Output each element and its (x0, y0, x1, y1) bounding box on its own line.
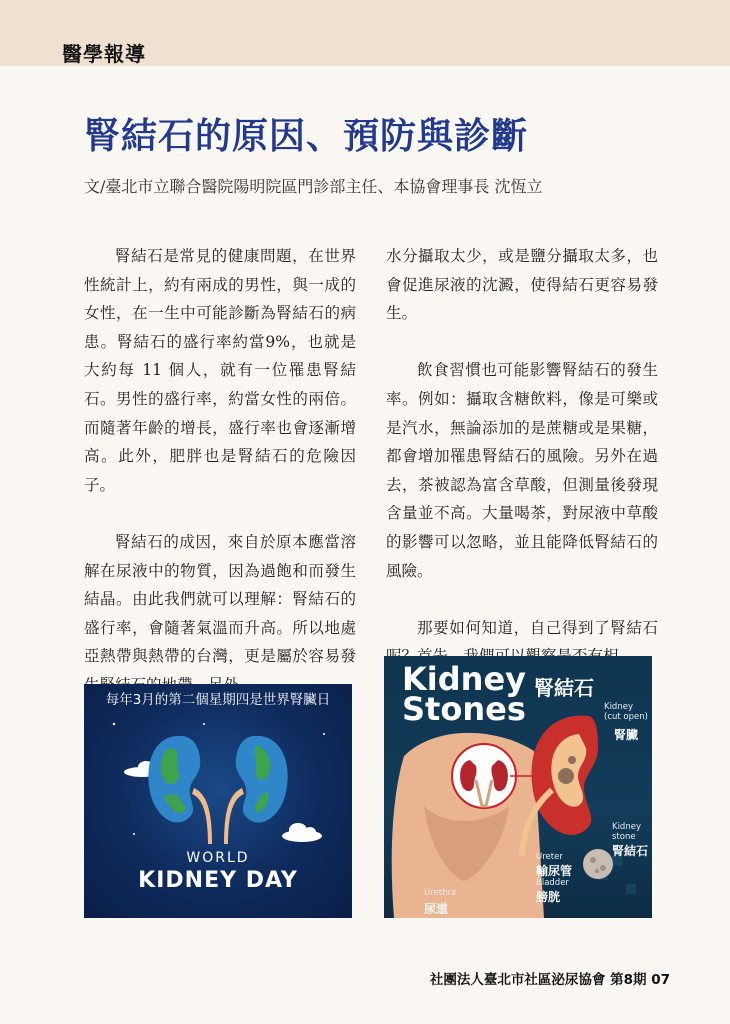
label-stone-en (612, 822, 641, 842)
paragraph: 水分攝取太少，或是鹽分攝取太多，也會促進尿液的沈澱，使得結石更容易發生。 (386, 247, 658, 323)
kidney-day-label: KIDNEY DAY (138, 868, 298, 893)
label-ureter-en: Ureter (536, 852, 563, 862)
label-ureter-zh: 輸尿管 (536, 864, 573, 878)
label-bladder-en: Bladder (536, 878, 569, 888)
label-urethra-zh: 尿道 (424, 902, 449, 916)
world-label: WORLD (186, 850, 250, 866)
kidney-stones-title (402, 660, 527, 728)
label-urethra-en: Urethra (424, 888, 457, 898)
image-caption: 每年3月的第二個星期四是世界腎臟日 (105, 692, 331, 708)
article-title: 腎結石的原因、預防與診斷 (84, 115, 529, 157)
kidney-stones-diagram (384, 656, 652, 918)
section-label: 醫學報導 (62, 42, 146, 66)
title-line-1: Kidney (402, 660, 527, 698)
label-bladder-zh: 膀胱 (536, 890, 561, 904)
label-kidney-zh: 腎臟 (614, 728, 639, 742)
label-stone-zh: 腎結石 (612, 844, 649, 858)
article-column-right (386, 242, 658, 671)
article-byline: 文/臺北市立聯合醫院陽明院區門診部主任、本協會理事長 沈恆立 (84, 177, 543, 196)
paragraph: 飲食習慣也可能影響腎結石的發生率。例如：攝取含糖飲料，像是可樂或是汽水，無論添加的是蔗糖或是果糖，都會增加罹患腎結石的風險。另外在過去，茶被認為富含草酸，但測量後發現含量並不高。大量喝茶，對尿液中草酸的影響可以忽略，並且能降低腎結石的風險。 (386, 361, 658, 580)
title-line-2: Stones (402, 690, 526, 728)
page-footer: 社團法人臺北市社區泌尿協會 第8期 07 (429, 972, 670, 988)
label-text: Kidney (604, 702, 633, 712)
label-text: (cut open) (604, 712, 648, 722)
kidney-stones-title-zh: 腎結石 (534, 676, 594, 700)
label-text: stone (612, 832, 636, 842)
article-column-left (84, 242, 356, 700)
label-kidney-en (604, 702, 648, 722)
paragraph: 腎結石是常見的健康問題，在世界性統計上，約有兩成的男性，與一成的女性，在一生中可能診斷為腎結石的病患。腎結石的盛行率約當9%，也就是大約每 11 個人，就有一位罹患腎結石。男性的盛行率，約當女性的兩倍。而隨著年齡的增長，盛行率也會逐漸增高。此外，肥胖也是腎結石的危險因子。 (84, 247, 356, 494)
paragraph: 那要如何知道，自己得到了腎結石 (417, 618, 658, 637)
label-text: Kidney (612, 822, 641, 832)
paragraph: 腎結石的成因，來自於原本應當溶解在尿液中的物質，因為過飽和而發生結晶。由此我們就可以理解：腎結石的盛行率，會隨著氣溫而升高。所以地處亞熱帶與熱帶的台灣，更是屬於容易發 (84, 532, 356, 666)
world-kidney-day-image (84, 684, 352, 918)
